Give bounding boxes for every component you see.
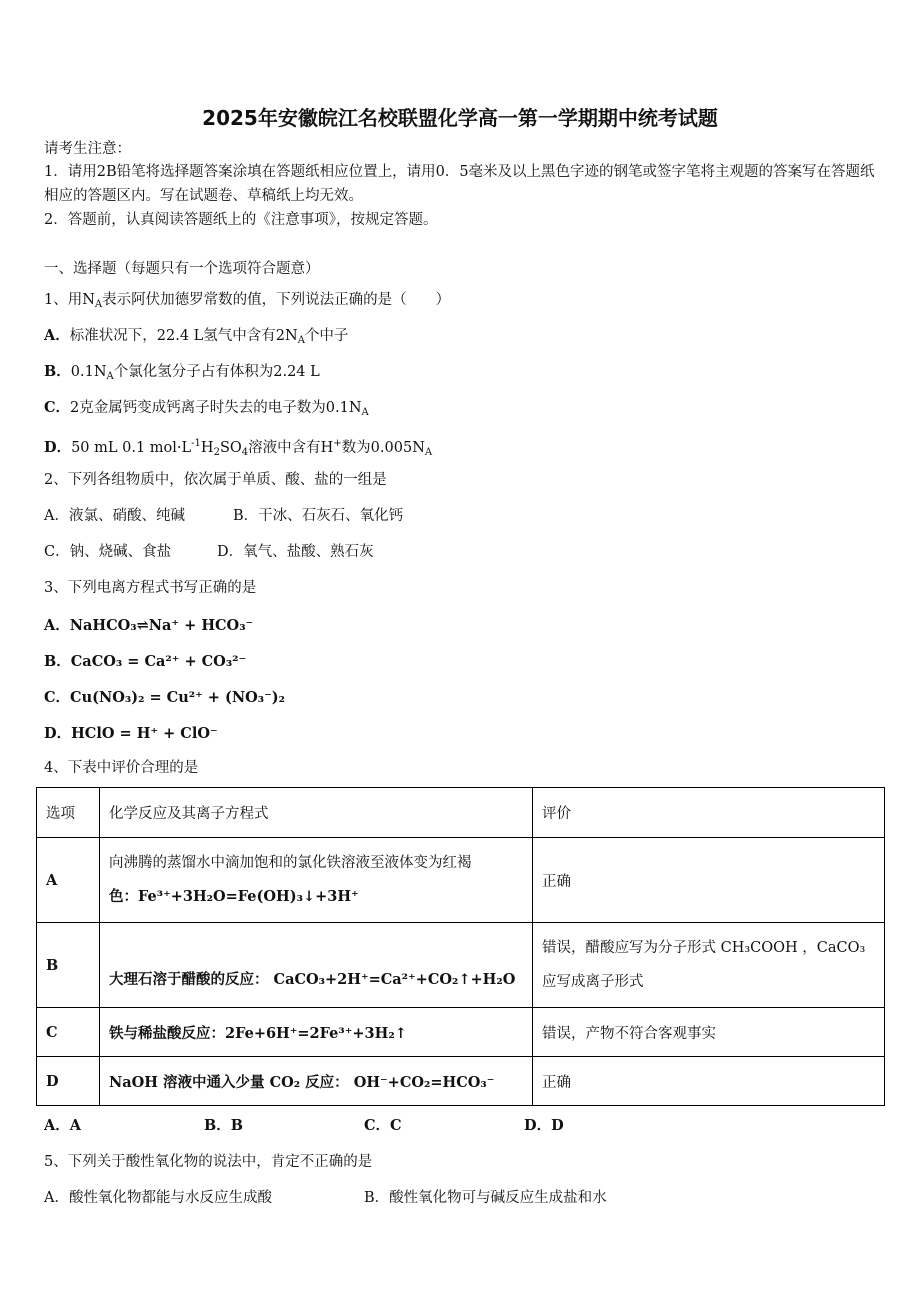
section-heading: 一、选择题（每题只有一个选项符合题意）	[44, 261, 320, 277]
question-2-stem: 2、下列各组物质中，依次属于单质、酸、盐的一组是	[44, 472, 387, 488]
header-option: 选项	[37, 788, 100, 838]
question-4-option-d: D．D	[524, 1117, 564, 1134]
table-row	[37, 1057, 885, 1106]
question-1-option-c: C．2克金属钙变成钙离子时失去的电子数为$0.1N_A$	[44, 399, 369, 418]
row-reaction: 向沸腾的蒸馏水中滴加饱和的氯化铁溶液至液体变为红褐 色：Fe³⁺+3H₂O=Fe(OH)₃↓+3H⁺	[100, 838, 533, 923]
question-2-option-c: C．钠、烧碱、食盐	[44, 544, 172, 560]
question-5-option-b: B．酸性氧化物可与碱反应生成盐和水	[364, 1190, 607, 1206]
question-5-option-a: A．酸性氧化物都能与水反应生成酸	[44, 1190, 272, 1206]
question-5-stem: 5、下列关于酸性氧化物的说法中，肯定不正确的是	[44, 1154, 373, 1170]
table-row	[37, 923, 885, 1008]
notice-item-2: 2．答题前，认真阅读答题纸上的《注意事项》，按规定答题。	[44, 212, 438, 228]
row-evaluation: 正确	[533, 838, 885, 923]
question-3-option-c: C．Cu(NO₃)₂ = Cu²⁺ + (NO₃⁻)₂	[44, 689, 285, 706]
table-row	[37, 838, 885, 923]
header-reaction: 化学反应及其离子方程式	[100, 788, 533, 838]
row-option: A	[37, 838, 100, 923]
notice-item-1: 1．请用2B铅笔将选择题答案涂填在答题纸相应位置上，请用0．5毫米及以上黑色字迹的钢笔或签字笔将主观题的答案写在答题纸相应的答题区内。写在试题卷、草稿纸上均无效。	[44, 164, 875, 204]
row-reaction: NaOH 溶液中通入少量 CO₂ 反应： OH⁻+CO₂=HCO₃⁻	[100, 1057, 533, 1106]
question-3-option-b: B．CaCO₃ = Ca²⁺ + CO₃²⁻	[44, 653, 247, 670]
table-header-row	[37, 788, 885, 838]
question-2-option-d: D．氧气、盐酸、熟石灰	[217, 544, 374, 560]
question-4-option-c: C．C	[364, 1117, 402, 1134]
question-1-option-a: A．标准状况下，22.4 L氢气中含有$2N_A$个中子	[44, 327, 349, 346]
page-title: 2025年安徽皖江名校联盟化学高一第一学期期中统考试题	[202, 106, 718, 130]
row-evaluation: 错误，醋酸应写为分子形式 CH₃COOH ，CaCO₃ 应写成离子形式	[533, 923, 885, 1008]
row-option: C	[37, 1008, 100, 1057]
question-4-option-a: A．A	[44, 1117, 82, 1134]
row-reaction: 大理石溶于醋酸的反应： CaCO₃+2H⁺=Ca²⁺+CO₂↑+H₂O	[100, 923, 533, 1008]
row-reaction: 铁与稀盐酸反应：2Fe+6H⁺=2Fe³⁺+3H₂↑	[100, 1008, 533, 1057]
question-2-option-b: B．干冰、石灰石、氧化钙	[233, 508, 404, 524]
row-option: D	[37, 1057, 100, 1106]
question-3-stem: 3、下列电离方程式书写正确的是	[44, 580, 257, 596]
header-evaluation: 评价	[533, 788, 885, 838]
question-2-option-a: A．液氯、硝酸、纯碱	[44, 508, 185, 524]
question-3-option-a: A．NaHCO₃⇌Na⁺ + HCO₃⁻	[44, 617, 254, 634]
evaluation-table	[36, 787, 885, 1106]
row-evaluation: 正确	[533, 1057, 885, 1106]
question-1-stem: 1、用$N_A$表示阿伏加德罗常数的值，下列说法正确的是（ ）	[44, 292, 451, 310]
question-4-option-b: B．B	[204, 1117, 244, 1134]
notice-heading: 请考生注意：	[44, 141, 131, 157]
question-1-option-b: B．$0.1N_A$个氯化氢分子占有体积为2.24 L	[44, 363, 320, 382]
table-row	[37, 1008, 885, 1057]
row-evaluation: 错误，产物不符合客观事实	[533, 1008, 885, 1057]
question-1-option-d: D．50 mL 0.1 $mol\cdot L^{-1}H_2SO_4$溶液中含有H+数为$0.005N_A$	[44, 438, 433, 458]
row-option: B	[37, 923, 100, 1008]
question-3-option-d: D．HClO = H⁺ + ClO⁻	[44, 725, 218, 742]
question-4-stem: 4、下表中评价合理的是	[44, 760, 199, 776]
